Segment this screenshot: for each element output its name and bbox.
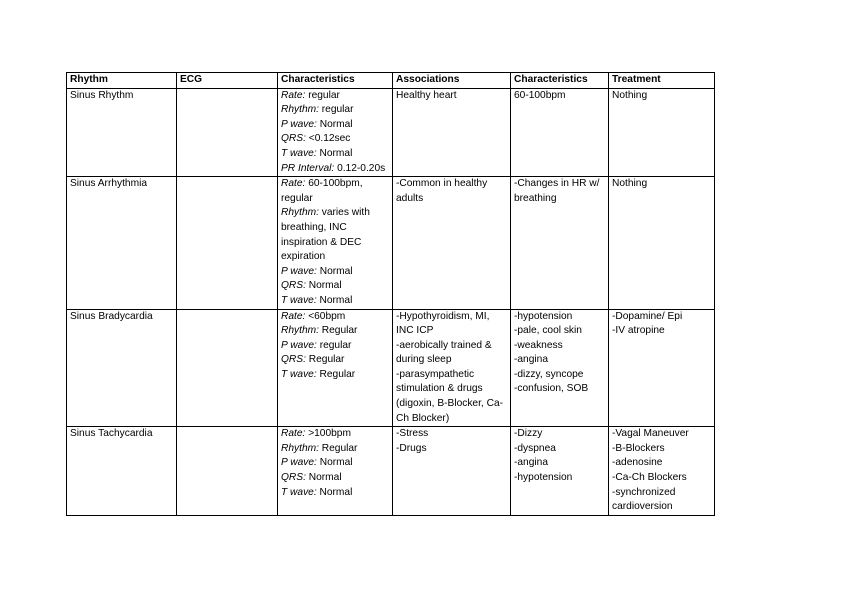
header-treatment: Treatment: [609, 73, 715, 89]
characteristic-line: [281, 206, 389, 264]
treatment-line: Nothing: [612, 178, 648, 190]
header-characteristics: Characteristics: [278, 73, 393, 89]
association-line: -aerobically trained & during sleep: [396, 339, 492, 366]
characteristic-line: [281, 265, 389, 280]
association-line: Healthy heart: [396, 89, 457, 101]
characteristic-line: [281, 162, 389, 177]
characteristics-cell: [278, 177, 393, 309]
characteristic-value: Normal: [316, 118, 353, 130]
associations-cell: [393, 309, 511, 427]
association-line: -Common in healthy adults: [396, 178, 488, 204]
characteristic-line: [281, 147, 389, 162]
characteristic-label: Rate:: [281, 178, 306, 190]
clinical-line: -angina: [514, 457, 548, 469]
characteristic-value: Normal: [305, 472, 342, 484]
table-row: [67, 309, 715, 427]
characteristic-line: [281, 132, 389, 147]
header-clinical-characteristics: Characteristics: [511, 73, 609, 89]
characteristic-value: Normal: [316, 147, 353, 159]
characteristic-line: [281, 294, 389, 309]
clinical-characteristics-cell: [511, 177, 609, 309]
characteristic-line: [281, 353, 389, 368]
characteristic-label: P wave:: [281, 118, 317, 130]
clinical-line: 60-100bpm: [514, 89, 566, 101]
treatment-line: -Ca-Ch Blockers: [612, 472, 687, 484]
characteristic-label: T wave:: [281, 486, 317, 498]
clinical-characteristics-cell: [511, 88, 609, 177]
characteristic-value: regular: [305, 89, 340, 101]
rhythm-cell: Sinus Bradycardia: [67, 309, 177, 427]
rhythm-table: [66, 72, 715, 516]
association-line: -parasympathetic stimulation & drugs (digoxin, B-Blocker, Ca-Ch Blocker): [396, 368, 504, 424]
clinical-line: -Dizzy: [514, 428, 543, 440]
clinical-line: -Changes in HR w/ breathing: [514, 178, 600, 204]
characteristic-value: Regular: [318, 442, 358, 454]
characteristic-label: QRS:: [281, 354, 306, 366]
header-ecg: ECG: [177, 73, 278, 89]
characteristic-value: Normal: [305, 280, 342, 292]
characteristic-value: Regular: [318, 325, 358, 337]
characteristic-value: Regular: [316, 368, 356, 380]
clinical-line: -dizzy, syncope: [514, 368, 584, 380]
characteristic-label: Rhythm:: [281, 442, 319, 454]
clinical-line: -hypotension: [514, 310, 573, 322]
clinical-line: -pale, cool skin: [514, 325, 582, 337]
characteristic-value: Normal: [316, 294, 353, 306]
characteristic-value: <0.12sec: [305, 133, 351, 145]
table-header-row: [67, 73, 715, 89]
treatment-cell: [609, 177, 715, 309]
characteristic-value: regular: [318, 104, 354, 116]
treatment-line: -Dopamine/ Epi: [612, 310, 683, 322]
clinical-characteristics-cell: [511, 427, 609, 516]
clinical-line: -confusion, SOB: [514, 383, 589, 395]
characteristic-line: [281, 427, 389, 442]
treatment-cell: [609, 427, 715, 516]
treatment-line: -adenosine: [612, 457, 663, 469]
characteristic-line: [281, 486, 389, 501]
table-row: [67, 88, 715, 177]
characteristic-label: QRS:: [281, 133, 306, 145]
ecg-cell: [177, 309, 278, 427]
characteristic-label: Rhythm:: [281, 325, 319, 337]
characteristic-label: QRS:: [281, 280, 306, 292]
ecg-cell: [177, 177, 278, 309]
association-line: -Drugs: [396, 442, 427, 454]
clinical-line: -weakness: [514, 339, 563, 351]
characteristic-line: [281, 118, 389, 133]
characteristic-line: [281, 471, 389, 486]
rhythm-cell: Sinus Arrhythmia: [67, 177, 177, 309]
characteristic-label: Rate:: [281, 310, 306, 322]
characteristic-value: regular: [316, 339, 352, 351]
treatment-cell: [609, 88, 715, 177]
characteristic-label: T wave:: [281, 294, 317, 306]
treatment-line: Nothing: [612, 89, 648, 101]
characteristic-label: Rate:: [281, 428, 306, 440]
characteristic-line: [281, 324, 389, 339]
table-row: [67, 177, 715, 309]
characteristic-line: [281, 456, 389, 471]
treatment-cell: [609, 309, 715, 427]
characteristic-line: [281, 339, 389, 354]
characteristic-value: >100bpm: [305, 428, 351, 440]
association-line: -Stress: [396, 428, 429, 440]
characteristic-value: Regular: [305, 354, 345, 366]
characteristic-value: <60bpm: [305, 310, 346, 322]
characteristics-cell: [278, 88, 393, 177]
characteristic-value: Normal: [316, 265, 353, 277]
characteristic-line: [281, 368, 389, 383]
associations-cell: [393, 177, 511, 309]
characteristic-value: 0.12-0.20s: [334, 162, 386, 174]
associations-cell: [393, 88, 511, 177]
characteristic-label: P wave:: [281, 265, 317, 277]
associations-cell: [393, 427, 511, 516]
characteristic-line: [281, 103, 389, 118]
characteristic-label: Rate:: [281, 89, 306, 101]
header-associations: Associations: [393, 73, 511, 89]
rhythm-cell: Sinus Rhythm: [67, 88, 177, 177]
characteristic-line: [281, 89, 389, 104]
treatment-line: -synchronized cardioversion: [612, 486, 676, 513]
ecg-cell: [177, 88, 278, 177]
characteristic-value: varies with breathing, INC inspiration & DEC expiration: [281, 207, 370, 263]
characteristic-line: [281, 310, 389, 325]
clinical-line: -hypotension: [514, 472, 573, 484]
header-rhythm: Rhythm: [67, 73, 177, 89]
characteristic-label: Rhythm:: [281, 104, 319, 116]
rhythm-cell: Sinus Tachycardia: [67, 427, 177, 516]
characteristic-line: [281, 279, 389, 294]
characteristic-line: [281, 442, 389, 457]
table-row: [67, 427, 715, 516]
characteristic-value: Normal: [316, 457, 353, 469]
characteristic-label: QRS:: [281, 472, 306, 484]
clinical-characteristics-cell: [511, 309, 609, 427]
association-line: -Hypothyroidism, MI, INC ICP: [396, 310, 490, 337]
characteristics-cell: [278, 427, 393, 516]
characteristic-label: P wave:: [281, 339, 317, 351]
characteristic-label: PR Interval:: [281, 162, 335, 174]
characteristic-value: Normal: [316, 486, 353, 498]
treatment-line: -Vagal Maneuver: [612, 428, 689, 440]
characteristic-label: T wave:: [281, 147, 317, 159]
characteristic-label: T wave:: [281, 368, 317, 380]
characteristic-value: 60-100bpm, regular: [281, 178, 363, 204]
characteristic-line: [281, 177, 389, 206]
characteristic-label: Rhythm:: [281, 207, 319, 219]
characteristics-cell: [278, 309, 393, 427]
clinical-line: -dyspnea: [514, 442, 556, 454]
characteristic-label: P wave:: [281, 457, 317, 469]
clinical-line: -angina: [514, 354, 548, 366]
treatment-line: -B-Blockers: [612, 442, 665, 454]
treatment-line: -IV atropine: [612, 325, 665, 337]
ecg-cell: [177, 427, 278, 516]
table-body: [67, 88, 715, 515]
